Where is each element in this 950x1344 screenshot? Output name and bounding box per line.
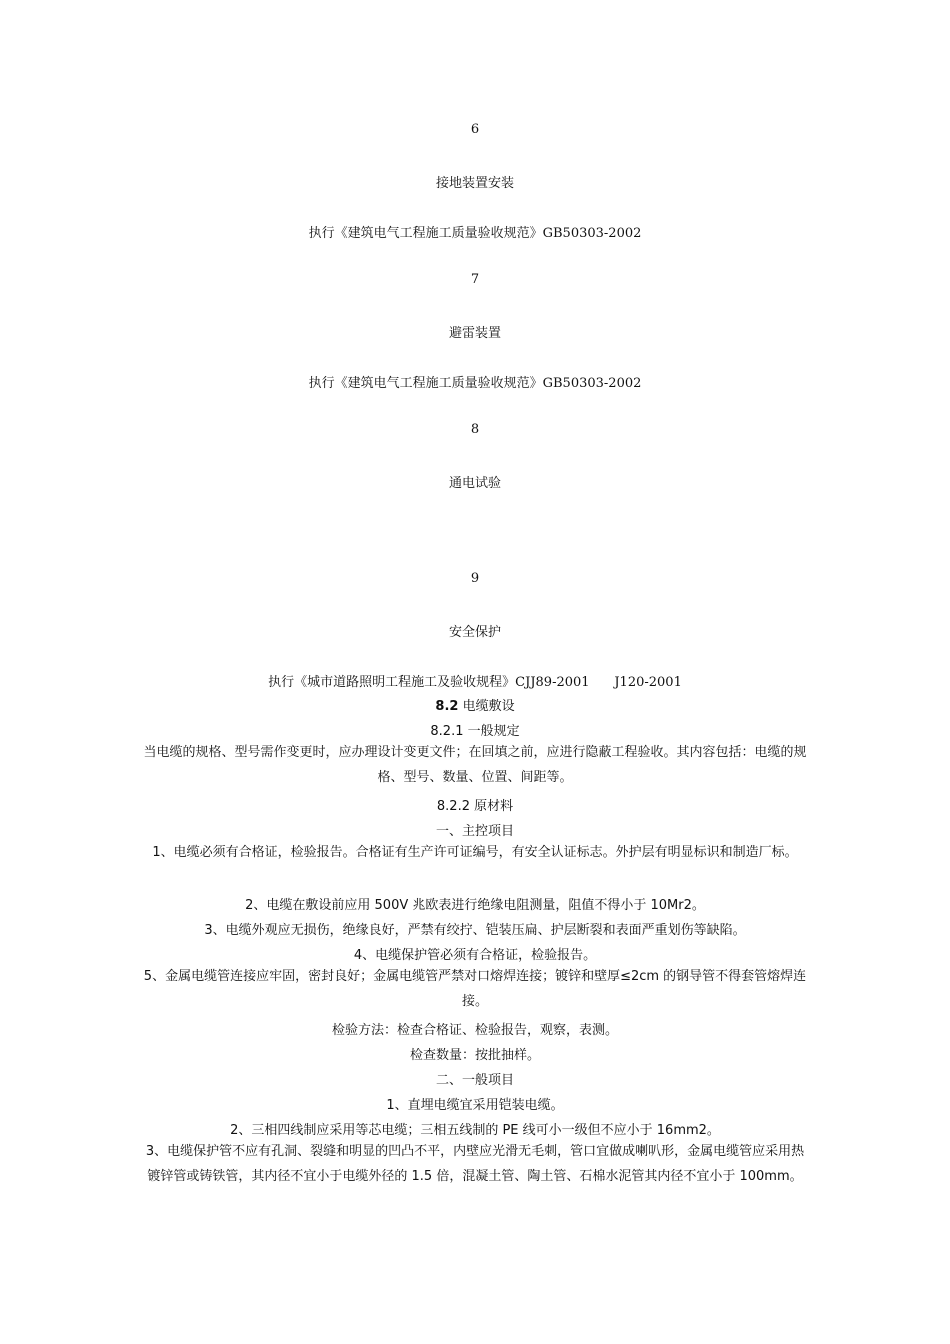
row-standard-9: 执行《城市道路照明工程施工及验收规程》CJJ89-2001 J120-2001 — [268, 675, 682, 690]
inspect-quantity: 检查数量：按批抽样。 — [409, 1048, 540, 1063]
row-item-8: 通电试验 — [448, 476, 501, 491]
inspect-method: 检验方法：检查合格证、检验报告，观察，表测。 — [331, 1023, 618, 1038]
section-number: 8.2 — [435, 699, 459, 714]
section-title: 电缆敷设 — [462, 699, 515, 714]
row-number-7: 7 — [470, 272, 480, 287]
subsection-8-2-1-title: 8.2.1 一般规定 — [430, 724, 520, 739]
main-item-1: 1、电缆必须有合格证，检验报告。合格证有生产许可证编号，有安全认证标志。外护层有明显标识和制造厂标。 — [152, 845, 798, 860]
general-item-1: 1、直埋电缆宜采用铠装电缆。 — [386, 1098, 564, 1113]
general-item-2: 2、三相四线制应采用等芯电缆；三相五线制的 PE 线可小一级但不应小于 16mm2。 — [230, 1123, 720, 1138]
main-items-heading: 一、主控项目 — [435, 824, 514, 839]
row-standard-6: 执行《建筑电气工程施工质量验收规范》GB50303-2002 — [308, 226, 642, 241]
row-item-9: 安全保护 — [448, 625, 501, 640]
main-item-3: 3、电缆外观应无损伤，绝缘良好，严禁有绞拧、铠装压扁、护层断裂和表面严重划伤等缺陷。 — [204, 923, 746, 938]
main-item-2: 2、电缆在敷设前应用 500V 兆欧表进行绝缘电阻测量，阻值不得小于 10Mr2。 — [245, 898, 705, 913]
row-item-6: 接地装置安装 — [435, 176, 514, 191]
general-item-3: 3、电缆保护管不应有孔洞、裂缝和明显的凹凸不平，内壁应光滑无毛刺，管口宜做成喇叭形，金属电缆管应采用热镀锌管或铸铁管，其内径不宜小于电缆外径的 1.5 倍，混凝土管、陶土管、石棉水泥管其内径不宜小于 100mm。 — [145, 1144, 805, 1184]
row-number-9: 9 — [470, 571, 480, 586]
section-heading — [0, 695, 950, 714]
main-item-5: 5、金属电缆管连接应牢固，密封良好；金属电缆管严禁对口熔焊连接；镀锌和壁厚≤2cm 的钢导管不得套管熔焊连接。 — [143, 969, 807, 1009]
row-standard-7: 执行《建筑电气工程施工质量验收规范》GB50303-2002 — [308, 376, 642, 391]
subsection-8-2-2-title: 8.2.2 原材料 — [436, 799, 514, 814]
main-item-4: 4、电缆保护管必须有合格证，检验报告。 — [353, 948, 597, 963]
row-number-8: 8 — [470, 422, 480, 437]
general-items-heading: 二、一般项目 — [435, 1073, 514, 1088]
row-item-7: 避雷装置 — [448, 326, 501, 341]
subsection-8-2-1-text: 当电缆的规格、型号需作变更时，应办理设计变更文件；在回填之前，应进行隐蔽工程验收。其内容包括：电缆的规格、型号、数量、位置、间距等。 — [143, 745, 807, 785]
row-number-6: 6 — [470, 122, 480, 137]
